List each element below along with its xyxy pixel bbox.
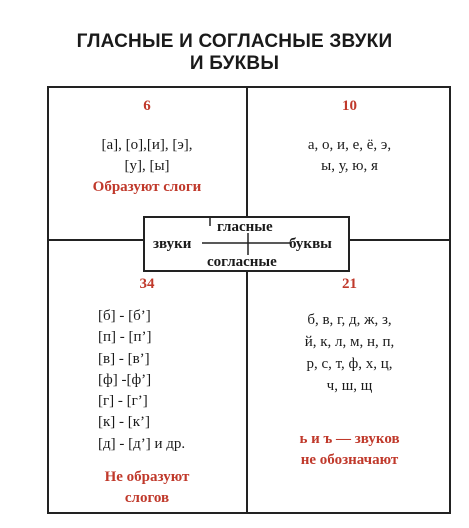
vowel-letters-count: 10: [342, 98, 357, 114]
vowel-sounds-note: Образуют слоги: [92, 179, 202, 195]
vowels-label: гласные: [217, 219, 273, 235]
sounds-label: звуки: [153, 236, 192, 252]
consonant-sounds-count: 34: [139, 276, 155, 292]
list-item: [ф] -[ф’]: [98, 371, 152, 388]
consonant-sounds-note-line-1: Не образуют: [104, 469, 190, 485]
consonant-sounds-note-line-2: слогов: [124, 490, 170, 506]
list-item: [к] - [к’]: [98, 414, 151, 431]
consonant-letters-line-3: р, с, т, ф, х, ц,: [306, 356, 393, 372]
consonant-letters-count: 21: [342, 276, 357, 292]
list-item: [д] - [д’] и др.: [98, 435, 186, 452]
soft-hard-sign-note-line-2: не обозначают: [300, 452, 399, 468]
vowel-sounds-count: 6: [143, 98, 151, 114]
page-title: ГЛАСНЫЕ И СОГЛАСНЫЕ ЗВУКИ: [76, 31, 393, 52]
vowel-sounds-line-1: [а], [о],[и], [э],: [101, 137, 193, 153]
list-item: [в] - [в’]: [98, 350, 150, 367]
vowel-letters-line-1: а, о, и, е, ё, э,: [307, 137, 392, 153]
letters-label: буквы: [289, 236, 332, 252]
vowel-letters-line-2: ы, у, ю, я: [321, 158, 378, 174]
list-item: [г] - [г’]: [98, 393, 148, 410]
list-item: [б] - [б’]: [98, 308, 151, 324]
consonants-label: согласные: [207, 254, 277, 270]
consonant-letters-line-4: ч, ш, щ: [326, 378, 373, 394]
vowel-sounds-line-2: [у], [ы]: [124, 158, 170, 174]
consonant-letters-line-1: б, в, г, д, ж, з,: [307, 312, 392, 328]
consonant-sound-pairs: [98, 306, 185, 455]
consonant-letters-line-2: й, к, л, м, н, п,: [304, 334, 395, 350]
list-item: [п] - [п’]: [98, 329, 152, 346]
page-title-line-2: И БУКВЫ: [189, 53, 280, 74]
soft-hard-sign-note-line-1: ь и ъ — звуков: [299, 431, 400, 447]
